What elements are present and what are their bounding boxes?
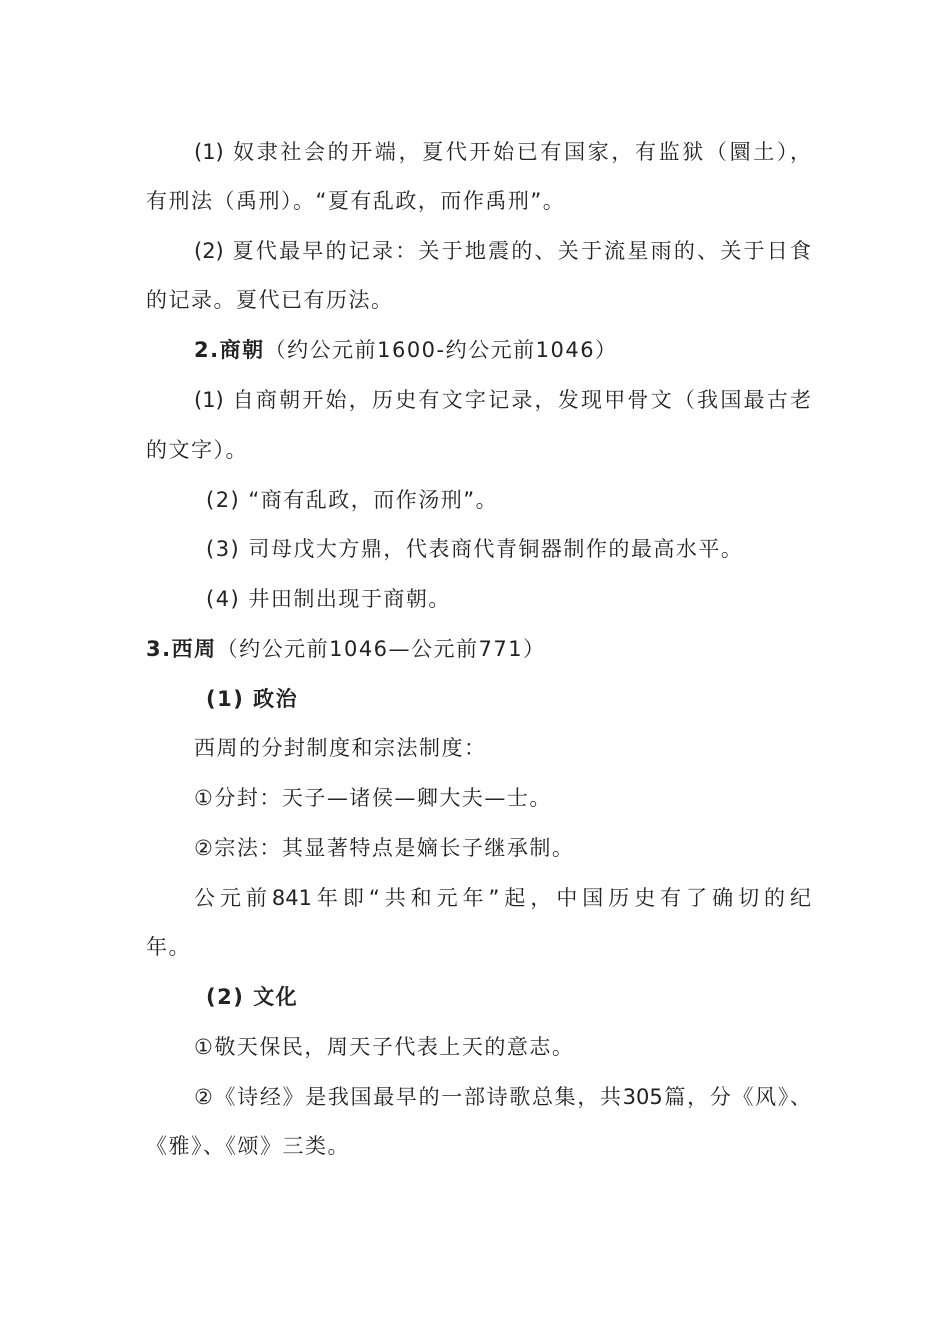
text-line: (4) 井田制出现于商朝。	[206, 587, 451, 611]
text-line: (2) “商有乱政，而作汤刑”。	[206, 488, 499, 512]
text-line: ①分封：天子—诸侯—卿大夫—士。	[194, 786, 552, 810]
text-line: (1) 奴隶社会的开端，夏代开始已有国家，有监狱（圜土），	[194, 140, 811, 164]
text-line: ①敬天保民，周天子代表上天的意志。	[194, 1035, 575, 1059]
text-line: 的记录。夏代已有历法。	[146, 288, 394, 312]
text-line: ②宗法：其显著特点是嫡长子继承制。	[194, 836, 575, 860]
text-line: (1) 自商朝开始，历史有文字记录，发现甲骨文（我国最古老	[194, 388, 811, 412]
text-line: 的文字）。	[146, 438, 248, 462]
text-line: 有刑法（禹刑）。“夏有乱政，而作禹刑”。	[146, 189, 566, 213]
subsection-heading-politics: (1) 政治	[206, 687, 299, 711]
text-line: 西周的分封制度和宗法制度：	[194, 736, 487, 760]
text-line: (2) 夏代最早的记录：关于地震的、关于流星雨的、关于日食	[194, 239, 811, 263]
text-line: 《雅》、《颂》三类。	[146, 1134, 350, 1158]
section-heading-shang	[194, 336, 811, 364]
section-title: 2.商朝	[194, 338, 265, 362]
text-line: ②《诗经》是我国最早的一部诗歌总集，共305篇，分《风》、	[194, 1085, 811, 1109]
section-date-range: （约公元前1046—公元前771）	[216, 637, 546, 661]
section-date-range: （约公元前1600-约公元前1046）	[264, 338, 618, 362]
text-line: 年。	[146, 935, 191, 959]
text-line: (3) 司母戊大方鼎，代表商代青铜器制作的最高水平。	[206, 537, 744, 561]
subsection-heading-culture: (2) 文化	[206, 985, 299, 1009]
section-title: 3.西周	[146, 637, 217, 661]
text-line: 公元前841年即“共和元年”起，中国历史有了确切的纪	[194, 886, 811, 910]
section-heading-western-zhou	[146, 635, 811, 663]
